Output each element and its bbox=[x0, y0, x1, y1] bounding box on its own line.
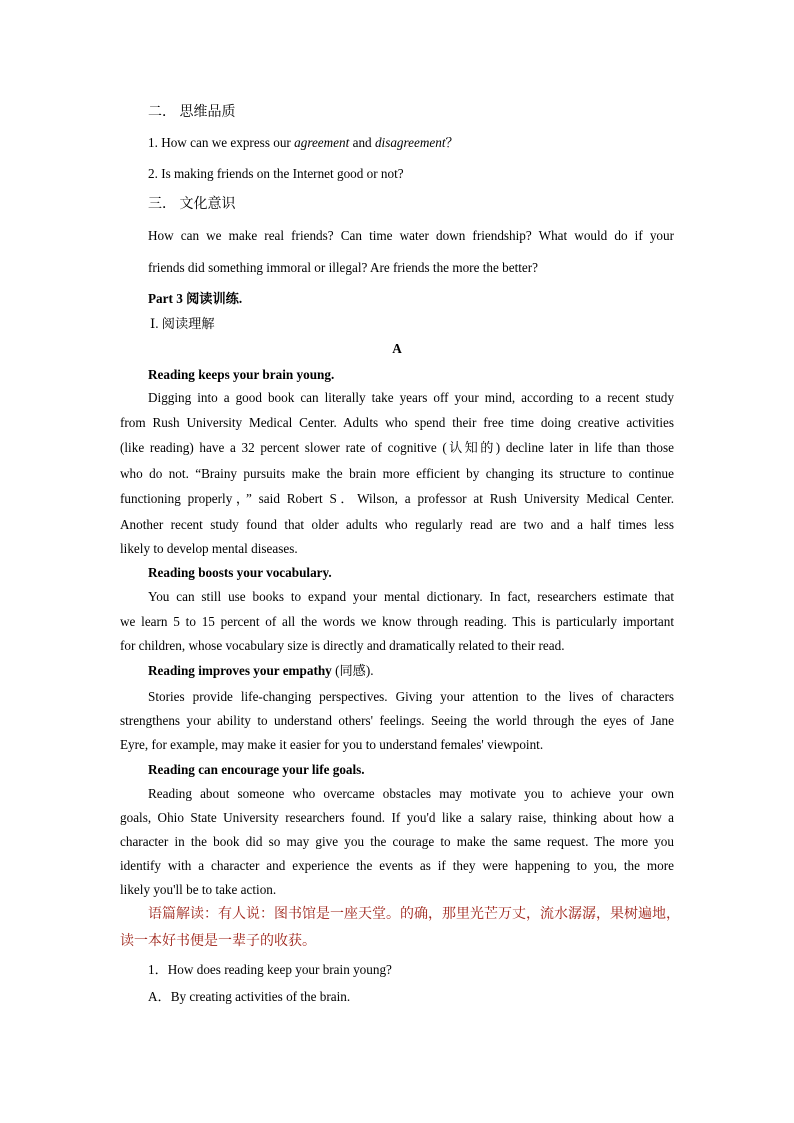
heading-life-goals: Reading can encourage your life goals. bbox=[148, 762, 365, 777]
p4-line-1: Reading about someone who overcame obstacles may motivate you to achieve your own bbox=[148, 786, 674, 801]
passage-label: A bbox=[392, 341, 402, 356]
section-2-title: 二． 思维品质 bbox=[148, 105, 236, 120]
p4-line-3: character in the book did so may give you the courage to make the same request. The more you bbox=[120, 834, 674, 849]
heading-vocabulary: Reading boosts your vocabulary. bbox=[148, 565, 332, 580]
section-3-title: 三． 文化意识 bbox=[148, 197, 236, 212]
p2-line-2: we learn 5 to 15 percent of all the words we know through reading. This is particularly important bbox=[120, 614, 674, 629]
culture-line-1: How can we make real friends? Can time water down friendship? What would do if your bbox=[148, 228, 674, 243]
heading-empathy bbox=[148, 662, 374, 680]
p1-line-6: Another recent study found that older adults who regularly read are two and a half times less bbox=[120, 517, 674, 532]
analysis-line-2: 读一本好书便是一辈子的收获。 bbox=[120, 934, 316, 949]
part3-title: Part 3 阅读训练. bbox=[148, 291, 243, 306]
q1-suffix: ？ bbox=[445, 135, 459, 150]
p3-line-3: Eyre, for example, may make it easier for you to understand females' viewpoint. bbox=[120, 737, 544, 752]
p1-line-2: from Rush University Medical Center. Adults who spend their free time doing creative activities bbox=[120, 415, 674, 430]
p2-line-3: for children, whose vocabulary size is directly and dramatically related to their read. bbox=[120, 638, 565, 653]
p2-line-1: You can still use books to expand your mental dictionary. In fact, researchers estimate that bbox=[148, 589, 674, 604]
q1-mid: and bbox=[349, 135, 375, 150]
p3-line-2: strengthens your ability to understand others' feelings. Seeing the world through the eyes of Jane bbox=[120, 713, 674, 728]
part3-subtitle: Ⅰ. 阅读理解 bbox=[150, 316, 215, 331]
p1-line-5: functioning properly，” said Robert S．Wilson, a professor at Rush University Medical Center. bbox=[120, 491, 674, 506]
q1-agreement: agreement bbox=[294, 135, 350, 150]
question-internet-friends: 2. Is making friends on the Internet good or not? bbox=[148, 166, 404, 181]
p1-line-4: who do not. “Brainy pursuits make the brain more efficient by changing its structure to continue bbox=[120, 466, 674, 481]
q1-prefix: 1. How can we express our bbox=[148, 135, 295, 150]
question-agreement bbox=[148, 134, 459, 152]
p1-line-7: likely to develop mental diseases. bbox=[120, 541, 298, 556]
p1-line-3: (like reading) have a 32 percent slower rate of cognitive (认知的) decline later in life than those bbox=[120, 440, 674, 455]
p1-line-1: Digging into a good book can literally take years off your mind, according to a recent study bbox=[148, 390, 674, 405]
heading-empathy-gloss: (同感). bbox=[335, 663, 374, 678]
question-1-stem: 1．How does reading keep your brain young? bbox=[148, 962, 392, 977]
analysis-line-1: 语篇解读：有人说：图书馆是一座天堂。的确，那里光芒万丈，流水潺潺，果树遍地， bbox=[148, 907, 680, 922]
p4-line-2: goals, Ohio State University researchers found. If you'd like a salary raise, thinking about how a bbox=[120, 810, 674, 825]
p3-line-1: Stories provide life-changing perspectives. Giving your attention to the lives of characters bbox=[148, 689, 674, 704]
culture-line-2: friends did something immoral or illegal? Are friends the more the better? bbox=[148, 260, 539, 275]
p4-line-4: identify with a character and experience the events as if they were happening to you, the more bbox=[120, 858, 674, 873]
q1-disagreement: disagreement bbox=[374, 135, 446, 150]
heading-empathy-text: Reading improves your empathy bbox=[148, 663, 332, 678]
question-1-option-a: A．By creating activities of the brain. bbox=[148, 989, 351, 1004]
p4-line-5: likely you'll be to take action. bbox=[120, 882, 277, 897]
heading-brain-young: Reading keeps your brain young. bbox=[148, 367, 335, 382]
